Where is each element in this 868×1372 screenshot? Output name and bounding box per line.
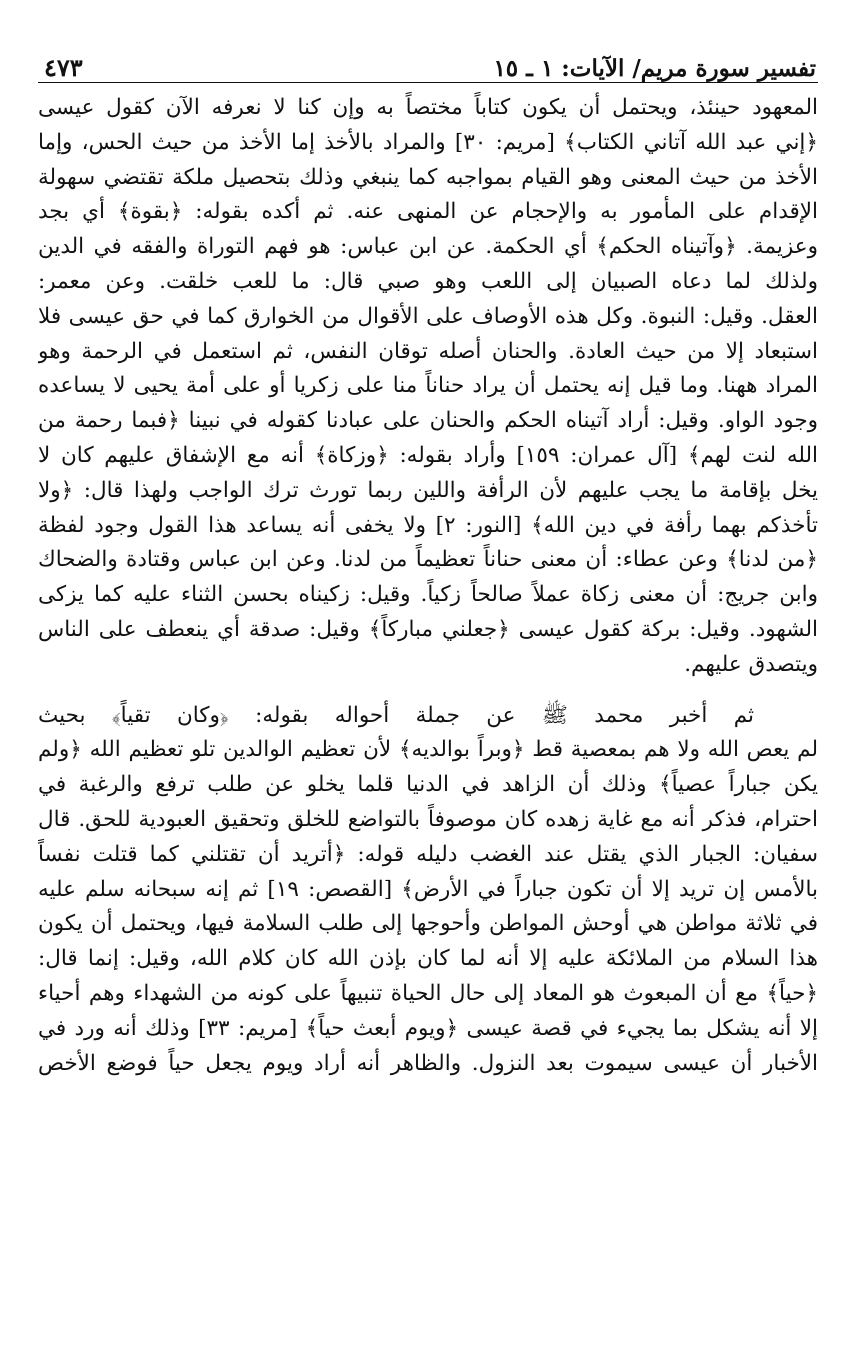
text-line: يخل بإقامة ما يجب عليهم لأن الرأفة واللين ربما تورث ترك الواجب ولهذا قال: ﴿ولا bbox=[38, 477, 818, 503]
text-line: استبعاد إلا من حيث العادة. والحنان أصله توقان النفس، ثم استعمل في الرحمة وهو bbox=[38, 338, 818, 364]
text-line: ثم أخبر محمد ﷺ عن جملة أحواله بقوله: ﴿وكان تقياً﴾ بحيث bbox=[38, 702, 754, 728]
text-line: يكن جباراً عصياً﴾ وذلك أن الزاهد في الدنيا قلما يخلو عن طلب ترفع والرغبة في bbox=[38, 772, 818, 798]
page-number: ٤٧٣ bbox=[44, 53, 83, 82]
text-line: ﴿إني عبد الله آتاني الكتاب﴾ [مريم: ٣٠] والمراد بالأخذ إما الأخذ من حيث الحس، وإما bbox=[38, 129, 818, 155]
text-line: سفيان: الجبار الذي يقتل عند الغضب دليله قوله: ﴿أتريد أن تقتلني كما قتلت نفساً bbox=[38, 841, 818, 867]
text-line: المراد ههنا. وما قيل إنه يحتمل أن يراد حناناً منا على زكريا أو على أمة يحيى لا يساعده bbox=[38, 373, 818, 399]
paragraph-1 bbox=[38, 91, 818, 683]
text-line: وجود الواو. وقيل: أراد آتيناه الحكم والحنان على عبادنا كقوله في نبينا ﴿فبما رحمة من bbox=[38, 408, 818, 434]
text-line: لم يعص الله ولا هم بمعصية قط ﴿وبراً بوالديه﴾ لأن تعظيم الوالدين تلو تعظيم الله ﴿ولم bbox=[38, 737, 818, 763]
text-line: الأخذ من حيث المعنى وهو القيام بمواجبه كما ينبغي وذلك بتحصيل ملكة تقتضي سهولة bbox=[38, 164, 818, 190]
text-line: الإقدام على المأمور به والإحجام عن المنهى عنه. ثم أكده بقوله: ﴿بقوة﴾ أي بجد bbox=[38, 199, 818, 225]
body-text bbox=[38, 91, 818, 1081]
text-line: المعهود حينئذ، ويحتمل أن يكون كتاباً مختصاً به وإن كنا لا نعرفه الآن كقول عيسى bbox=[38, 95, 818, 120]
text-line: ولذلك لما دعاه الصبيان إلى اللعب وهو صبي قال: ما للعب خلقت. وعن معمر: bbox=[38, 268, 818, 294]
text-line: احترام، فذكر أنه مع غاية زهده كان موصوفاً بالتواضع للخلق وتحقيق العبودية للحق. قال bbox=[38, 806, 818, 832]
text-line: الله لنت لهم﴾ [آل عمران: ١٥٩] وأراد بقوله: ﴿وزكاة﴾ أنه مع الإشفاق عليهم كان لا bbox=[38, 442, 818, 468]
text-line: ﴿حياً﴾ مع أن المبعوث هو المعاد إلى حال الحياة تنبيهاً على كونه من الشهداء وهم أحياء bbox=[38, 980, 818, 1006]
text-line: ﴿من لدنا﴾ وعن عطاء: أن معنى حناناً تعظيماً من لدنا. وعن ابن عباس وقتادة والضحاك bbox=[38, 547, 818, 573]
text-line: في ثلاثة مواطن هي أوحش المواطن وأحوجها إلى طلب السلامة فيها، ويحتمل أن يكون bbox=[38, 911, 818, 937]
text-line: بالأمس إن تريد إلا أن تكون جباراً في الأرض﴾ [القصص: ١٩] ثم إنه سبحانه سلم عليه bbox=[38, 876, 818, 902]
paragraph-2 bbox=[38, 699, 818, 1082]
text-line: الشهود. وقيل: بركة كقول عيسى ﴿جعلني مباركاً﴾ وقيل: صدقة أي ينعطف على الناس bbox=[38, 616, 818, 642]
text-line: تأخذكم بهما رأفة في دين الله﴾ [النور: ٢] ولا يخفى أنه يساعد هذا القول وجود لفظة bbox=[38, 512, 818, 538]
header-title: تفسير سورة مريم/ الآيات: ١ ـ ١٥ bbox=[493, 55, 816, 82]
text-line: هذا السلام من الملائكة عليه إلا أنه لما كان بإذن الله كان كلام الله، وقيل: إنما قال: bbox=[38, 946, 818, 972]
text-line: وعزيمة. ﴿وآتيناه الحكم﴾ أي الحكمة. عن ابن عباس: هو فهم التوراة والفقه في الدين bbox=[38, 234, 818, 260]
page-header bbox=[38, 40, 818, 83]
text-line: وابن جريج: أن معنى زكاة عملاً صالحاً زكياً. وقيل: زكيناه بحسن الثناء عليه كما يزكى bbox=[38, 582, 818, 608]
text-line: العقل. وقيل: النبوة. وكل هذه الأوصاف على الأقوال من الخوارق كما في حق عيسى فلا bbox=[38, 303, 818, 329]
text-line: إلا أنه يشكل بما يجيء في قصة عيسى ﴿ويوم أبعث حياً﴾ [مريم: ٣٣] وذلك أنه ورد في bbox=[38, 1015, 818, 1041]
text-line: ويتصدق عليهم. bbox=[684, 651, 818, 677]
text-line: الأخبار أن عيسى سيموت بعد النزول. والظاهر أنه أراد ويوم يجعل حياً فوضع الأخص bbox=[38, 1050, 818, 1076]
